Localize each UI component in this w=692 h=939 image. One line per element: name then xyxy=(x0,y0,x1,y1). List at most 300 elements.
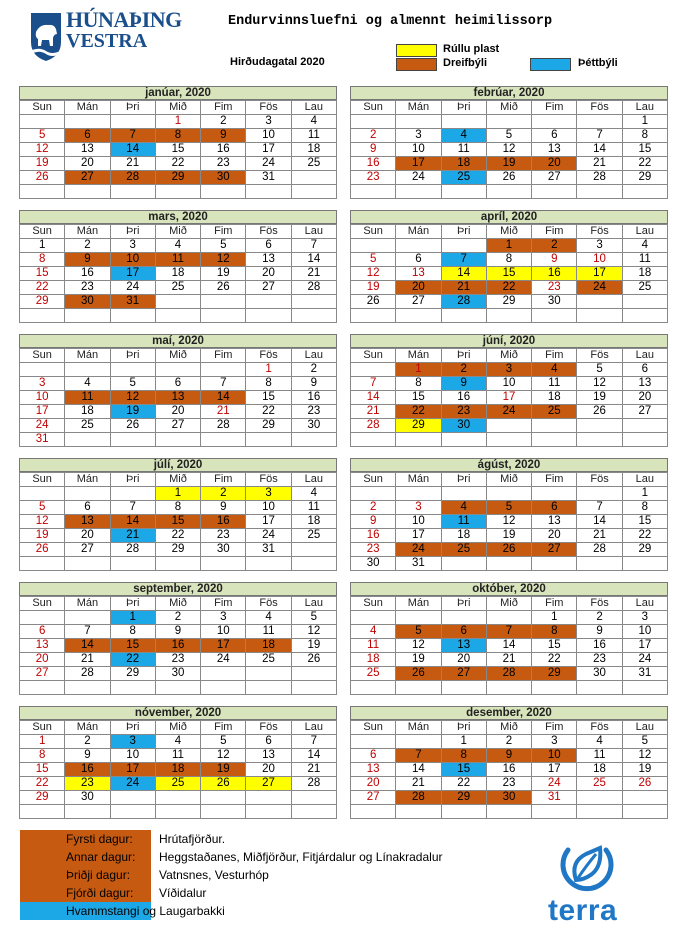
day-cell: 1 xyxy=(111,611,156,625)
day-cell: 12 xyxy=(577,377,622,391)
month-calendar xyxy=(19,334,337,450)
weekday-header: Mán xyxy=(65,721,110,735)
weekday-header: Mán xyxy=(65,101,110,115)
empty-cell xyxy=(292,667,337,681)
day-cell: 13 xyxy=(65,143,110,157)
day-cell: 15 xyxy=(246,391,291,405)
day-cell: 22 xyxy=(442,777,487,791)
day-cell: 20 xyxy=(65,529,110,543)
weekday-header: Fös xyxy=(246,101,291,115)
empty-cell xyxy=(396,805,441,819)
day-cell: 7 xyxy=(577,129,622,143)
weekday-header: Sun xyxy=(351,473,396,487)
empty-cell xyxy=(351,681,396,695)
month-title: nóvember, 2020 xyxy=(19,706,337,720)
empty-cell xyxy=(532,419,577,433)
day-cell: 5 xyxy=(292,611,337,625)
empty-cell xyxy=(20,611,65,625)
day-cell: 26 xyxy=(487,171,532,185)
day-cell: 30 xyxy=(577,667,622,681)
day-cell: 26 xyxy=(201,281,246,295)
empty-cell xyxy=(396,185,441,199)
day-cell: 28 xyxy=(111,171,156,185)
empty-cell xyxy=(577,805,622,819)
day-cell: 27 xyxy=(623,405,668,419)
day-cell: 23 xyxy=(351,543,396,557)
day-cell: 8 xyxy=(20,253,65,267)
day-cell: 17 xyxy=(20,405,65,419)
day-cell: 4 xyxy=(532,363,577,377)
day-cell: 1 xyxy=(442,735,487,749)
empty-cell xyxy=(487,681,532,695)
weekday-header: Lau xyxy=(623,597,668,611)
month-grid xyxy=(350,348,668,447)
day-cell: 19 xyxy=(292,639,337,653)
empty-cell xyxy=(65,487,110,501)
empty-cell xyxy=(532,487,577,501)
empty-cell xyxy=(65,681,110,695)
month-calendar xyxy=(19,582,337,698)
day-cell: 3 xyxy=(111,735,156,749)
weekday-header: Mið xyxy=(156,349,201,363)
day-cell: 8 xyxy=(111,625,156,639)
weekday-header: Þri xyxy=(111,473,156,487)
day-cell: 24 xyxy=(623,653,668,667)
empty-cell xyxy=(532,805,577,819)
day-cell: 21 xyxy=(292,267,337,281)
empty-cell xyxy=(292,295,337,309)
day-cell: 1 xyxy=(20,735,65,749)
day-cell: 23 xyxy=(351,171,396,185)
empty-cell xyxy=(292,171,337,185)
day-cell: 8 xyxy=(156,129,201,143)
empty-cell xyxy=(442,239,487,253)
day-cell: 29 xyxy=(442,791,487,805)
day-cell: 1 xyxy=(246,363,291,377)
day-cell: 18 xyxy=(351,653,396,667)
day-cell: 17 xyxy=(396,529,441,543)
weekday-header: Þri xyxy=(111,225,156,239)
day-cell: 11 xyxy=(577,749,622,763)
day-cell: 4 xyxy=(156,239,201,253)
day-cell: 17 xyxy=(577,267,622,281)
weekday-header: Lau xyxy=(623,473,668,487)
months-container xyxy=(19,86,669,830)
day-cell: 16 xyxy=(487,763,532,777)
month-title: maí, 2020 xyxy=(19,334,337,348)
footer xyxy=(0,830,692,939)
day-cell: 7 xyxy=(487,625,532,639)
day-cell: 5 xyxy=(20,501,65,515)
empty-cell xyxy=(442,611,487,625)
weekday-header: Mið xyxy=(487,597,532,611)
day-cell: 16 xyxy=(577,639,622,653)
empty-cell xyxy=(487,433,532,447)
day-cell: 26 xyxy=(623,777,668,791)
weekday-header: Sun xyxy=(20,721,65,735)
empty-cell xyxy=(246,433,291,447)
weekday-header: Lau xyxy=(292,473,337,487)
weekday-header: Fös xyxy=(246,225,291,239)
day-cell: 21 xyxy=(111,529,156,543)
day-cell: 6 xyxy=(442,625,487,639)
day-cell: 14 xyxy=(65,639,110,653)
weekday-header: Fim xyxy=(201,721,246,735)
day-cell: 25 xyxy=(156,777,201,791)
day-cell: 10 xyxy=(111,253,156,267)
footer-label-day3: Þriðji dagur: xyxy=(66,868,131,882)
day-cell: 29 xyxy=(20,791,65,805)
day-cell: 5 xyxy=(577,363,622,377)
day-cell: 5 xyxy=(201,239,246,253)
day-cell: 1 xyxy=(156,115,201,129)
weekday-header: Þri xyxy=(442,721,487,735)
empty-cell xyxy=(156,295,201,309)
empty-cell xyxy=(396,115,441,129)
day-cell: 9 xyxy=(351,143,396,157)
day-cell: 23 xyxy=(532,281,577,295)
day-cell: 23 xyxy=(292,405,337,419)
day-cell: 29 xyxy=(396,419,441,433)
month-calendar xyxy=(350,582,668,698)
empty-cell xyxy=(623,419,668,433)
day-cell: 5 xyxy=(201,735,246,749)
empty-cell xyxy=(111,487,156,501)
day-cell: 12 xyxy=(201,749,246,763)
empty-cell xyxy=(201,681,246,695)
day-cell: 11 xyxy=(292,129,337,143)
day-cell: 4 xyxy=(292,115,337,129)
day-cell: 3 xyxy=(246,115,291,129)
day-cell: 27 xyxy=(532,543,577,557)
day-cell: 6 xyxy=(532,501,577,515)
empty-cell xyxy=(65,433,110,447)
month-calendar xyxy=(19,458,337,574)
day-cell: 3 xyxy=(111,239,156,253)
weekday-header: Sun xyxy=(351,225,396,239)
day-cell: 16 xyxy=(156,639,201,653)
day-cell: 28 xyxy=(292,777,337,791)
weekday-header: Fim xyxy=(532,349,577,363)
day-cell: 5 xyxy=(623,735,668,749)
day-cell: 15 xyxy=(442,763,487,777)
weekday-header: Fös xyxy=(577,473,622,487)
day-cell: 22 xyxy=(487,281,532,295)
empty-cell xyxy=(577,487,622,501)
day-cell: 15 xyxy=(111,639,156,653)
weekday-header: Mán xyxy=(65,349,110,363)
empty-cell xyxy=(246,805,291,819)
day-cell: 16 xyxy=(292,391,337,405)
day-cell: 29 xyxy=(246,419,291,433)
day-cell: 13 xyxy=(156,391,201,405)
day-cell: 7 xyxy=(292,239,337,253)
day-cell: 6 xyxy=(246,735,291,749)
day-cell: 20 xyxy=(532,157,577,171)
empty-cell xyxy=(487,309,532,323)
empty-cell xyxy=(111,309,156,323)
weekday-header: Mið xyxy=(487,225,532,239)
day-cell: 29 xyxy=(20,295,65,309)
day-cell: 8 xyxy=(20,749,65,763)
month-calendar xyxy=(350,210,668,326)
day-cell: 1 xyxy=(532,611,577,625)
day-cell: 26 xyxy=(577,405,622,419)
weekday-header: Fim xyxy=(201,473,246,487)
terra-brand: terra xyxy=(548,894,618,927)
day-cell: 16 xyxy=(442,391,487,405)
day-cell: 2 xyxy=(156,611,201,625)
day-cell: 16 xyxy=(532,267,577,281)
day-cell: 27 xyxy=(351,791,396,805)
day-cell: 22 xyxy=(623,529,668,543)
weekday-header: Fim xyxy=(532,597,577,611)
day-cell: 18 xyxy=(532,391,577,405)
day-cell: 9 xyxy=(532,253,577,267)
day-cell: 1 xyxy=(20,239,65,253)
day-cell: 8 xyxy=(623,129,668,143)
day-cell: 25 xyxy=(156,281,201,295)
empty-cell xyxy=(351,363,396,377)
month-calendar xyxy=(19,86,337,202)
weekday-header: Lau xyxy=(292,225,337,239)
day-cell: 3 xyxy=(20,377,65,391)
day-cell: 27 xyxy=(442,667,487,681)
day-cell: 9 xyxy=(65,253,110,267)
day-cell: 3 xyxy=(201,611,246,625)
day-cell: 27 xyxy=(246,281,291,295)
day-cell: 21 xyxy=(396,777,441,791)
day-cell: 23 xyxy=(577,653,622,667)
day-cell: 4 xyxy=(577,735,622,749)
day-cell: 3 xyxy=(246,487,291,501)
weekday-header: Mán xyxy=(396,721,441,735)
empty-cell xyxy=(201,791,246,805)
day-cell: 6 xyxy=(65,501,110,515)
weekday-header: Þri xyxy=(111,349,156,363)
empty-cell xyxy=(292,681,337,695)
day-cell: 24 xyxy=(532,777,577,791)
empty-cell xyxy=(442,681,487,695)
day-cell: 19 xyxy=(201,267,246,281)
weekday-header: Sun xyxy=(20,597,65,611)
day-cell: 4 xyxy=(156,735,201,749)
day-cell: 25 xyxy=(623,281,668,295)
day-cell: 30 xyxy=(201,171,246,185)
empty-cell xyxy=(246,309,291,323)
day-cell: 9 xyxy=(65,749,110,763)
day-cell: 4 xyxy=(292,487,337,501)
empty-cell xyxy=(487,611,532,625)
day-cell: 24 xyxy=(246,157,291,171)
day-cell: 5 xyxy=(351,253,396,267)
empty-cell xyxy=(246,667,291,681)
empty-cell xyxy=(487,115,532,129)
day-cell: 2 xyxy=(351,501,396,515)
day-cell: 27 xyxy=(156,419,201,433)
weekday-header: Mán xyxy=(65,473,110,487)
empty-cell xyxy=(111,557,156,571)
weekday-header: Sun xyxy=(351,721,396,735)
day-cell: 7 xyxy=(201,377,246,391)
month-title: júní, 2020 xyxy=(350,334,668,348)
weekday-header: Sun xyxy=(20,101,65,115)
day-cell: 29 xyxy=(487,295,532,309)
day-cell: 3 xyxy=(532,735,577,749)
day-cell: 28 xyxy=(111,543,156,557)
empty-cell xyxy=(487,185,532,199)
empty-cell xyxy=(577,295,622,309)
day-cell: 26 xyxy=(487,543,532,557)
day-cell: 19 xyxy=(623,763,668,777)
empty-cell xyxy=(65,115,110,129)
month-title: janúar, 2020 xyxy=(19,86,337,100)
empty-cell xyxy=(292,805,337,819)
day-cell: 11 xyxy=(156,253,201,267)
day-cell: 28 xyxy=(577,543,622,557)
month-grid xyxy=(19,596,337,695)
weekday-header: Fim xyxy=(201,597,246,611)
day-cell: 13 xyxy=(20,639,65,653)
empty-cell xyxy=(442,487,487,501)
month-title: ágúst, 2020 xyxy=(350,458,668,472)
empty-cell xyxy=(156,433,201,447)
day-cell: 19 xyxy=(577,391,622,405)
day-cell: 28 xyxy=(292,281,337,295)
day-cell: 13 xyxy=(532,143,577,157)
month-calendar xyxy=(19,706,337,822)
day-cell: 2 xyxy=(65,239,110,253)
day-cell: 22 xyxy=(623,157,668,171)
day-cell: 19 xyxy=(20,529,65,543)
weekday-header: Sun xyxy=(20,349,65,363)
weekday-header: Mán xyxy=(65,597,110,611)
day-cell: 20 xyxy=(20,653,65,667)
weekday-header: Þri xyxy=(111,721,156,735)
empty-cell xyxy=(351,185,396,199)
day-cell: 1 xyxy=(623,487,668,501)
day-cell: 30 xyxy=(351,557,396,571)
day-cell: 11 xyxy=(65,391,110,405)
day-cell: 26 xyxy=(396,667,441,681)
day-cell: 23 xyxy=(156,653,201,667)
day-cell: 12 xyxy=(20,143,65,157)
day-cell: 5 xyxy=(20,129,65,143)
day-cell: 4 xyxy=(246,611,291,625)
empty-cell xyxy=(623,681,668,695)
empty-cell xyxy=(623,433,668,447)
empty-cell xyxy=(442,557,487,571)
day-cell: 15 xyxy=(156,143,201,157)
month-title: apríl, 2020 xyxy=(350,210,668,224)
empty-cell xyxy=(396,309,441,323)
weekday-header: Lau xyxy=(623,721,668,735)
day-cell: 9 xyxy=(156,625,201,639)
day-cell: 17 xyxy=(111,267,156,281)
day-cell: 9 xyxy=(442,377,487,391)
day-cell: 22 xyxy=(20,281,65,295)
day-cell: 25 xyxy=(351,667,396,681)
day-cell: 7 xyxy=(111,129,156,143)
day-cell: 12 xyxy=(201,253,246,267)
day-cell: 18 xyxy=(442,529,487,543)
day-cell: 6 xyxy=(396,253,441,267)
empty-cell xyxy=(292,309,337,323)
day-cell: 11 xyxy=(442,515,487,529)
weekday-header: Mið xyxy=(487,473,532,487)
month-title: mars, 2020 xyxy=(19,210,337,224)
empty-cell xyxy=(292,543,337,557)
day-cell: 17 xyxy=(246,143,291,157)
day-cell: 10 xyxy=(577,253,622,267)
footer-desc-day1: Hrútafjörður. xyxy=(159,832,226,846)
footer-label-day2: Annar dagur: xyxy=(66,850,136,864)
day-cell: 3 xyxy=(487,363,532,377)
footer-desc-day4: Víðidalur xyxy=(159,886,207,900)
day-cell: 15 xyxy=(487,267,532,281)
day-cell: 5 xyxy=(487,129,532,143)
header xyxy=(0,0,692,82)
day-cell: 18 xyxy=(65,405,110,419)
empty-cell xyxy=(156,681,201,695)
day-cell: 13 xyxy=(396,267,441,281)
day-cell: 3 xyxy=(396,129,441,143)
day-cell: 8 xyxy=(623,501,668,515)
empty-cell xyxy=(111,433,156,447)
day-cell: 30 xyxy=(65,295,110,309)
day-cell: 29 xyxy=(111,667,156,681)
day-cell: 20 xyxy=(246,763,291,777)
day-cell: 2 xyxy=(487,735,532,749)
weekday-header: Fös xyxy=(577,721,622,735)
empty-cell xyxy=(201,557,246,571)
month-grid xyxy=(350,100,668,199)
empty-cell xyxy=(20,309,65,323)
day-cell: 29 xyxy=(156,171,201,185)
day-cell: 2 xyxy=(65,735,110,749)
empty-cell xyxy=(442,185,487,199)
empty-cell xyxy=(577,115,622,129)
day-cell: 11 xyxy=(351,639,396,653)
day-cell: 4 xyxy=(623,239,668,253)
day-cell: 8 xyxy=(396,377,441,391)
day-cell: 30 xyxy=(292,419,337,433)
day-cell: 14 xyxy=(442,267,487,281)
day-cell: 31 xyxy=(111,295,156,309)
weekday-header: Mán xyxy=(396,473,441,487)
day-cell: 30 xyxy=(201,543,246,557)
logo-subtitle: VESTRA xyxy=(66,30,148,52)
empty-cell xyxy=(156,805,201,819)
empty-cell xyxy=(577,557,622,571)
day-cell: 15 xyxy=(623,515,668,529)
weekday-header: Fös xyxy=(246,597,291,611)
day-cell: 31 xyxy=(20,433,65,447)
day-cell: 20 xyxy=(623,391,668,405)
empty-cell xyxy=(442,115,487,129)
empty-cell xyxy=(201,363,246,377)
day-cell: 31 xyxy=(396,557,441,571)
weekday-header: Lau xyxy=(292,597,337,611)
weekday-header: Lau xyxy=(623,349,668,363)
day-cell: 27 xyxy=(20,667,65,681)
day-cell: 6 xyxy=(246,239,291,253)
day-cell: 13 xyxy=(246,749,291,763)
empty-cell xyxy=(20,363,65,377)
month-grid xyxy=(350,720,668,819)
day-cell: 28 xyxy=(201,419,246,433)
empty-cell xyxy=(201,185,246,199)
